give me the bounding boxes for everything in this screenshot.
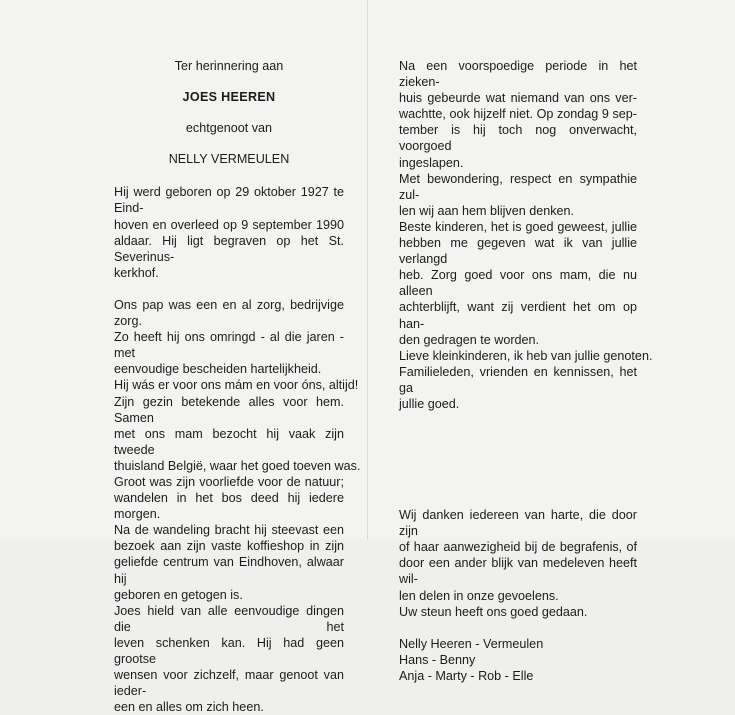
story-line: Ons pap was een en al zorg, bedrijvige zorg.	[114, 297, 344, 329]
story-line: Zijn gezin betekende alles voor hem. Samen	[114, 394, 344, 425]
farewell-line: tember is hij toch nog onverwacht, voorgoed	[399, 123, 637, 154]
farewell-line: wachtte, ook hijzelf niet. Op zondag 9 sep-	[399, 107, 637, 122]
thanks-line: of haar aanwezigheid bij de begrafenis, of	[399, 540, 637, 555]
story-line: wensen voor zichzelf, maar genoot van ieder-	[114, 668, 344, 699]
story-line: Na de wandeling bracht hij steevast een	[114, 523, 344, 538]
farewell-line: achterblijft, want zij verdient het om op han-	[399, 300, 637, 331]
farewell-line: Lieve kleinkinderen, ik heb van jullie genoten.	[399, 348, 653, 363]
story-line: geboren en getogen is.	[114, 587, 243, 602]
story-line: thuisland België, waar het goed toeven was.	[114, 458, 361, 473]
signature-line: Nelly Heeren - Vermeulen	[399, 636, 544, 651]
story-line: bezoek aan zijn vaste koffieshop in zijn	[114, 539, 344, 554]
thanks-paragraph	[399, 507, 637, 620]
story-paragraph	[114, 297, 361, 715]
farewell-line: heb. Zorg goed voor ons mam, die nu alleen	[399, 268, 637, 299]
farewell-line: hebben me gegeven wat ik van jullie verlangd	[399, 236, 637, 267]
bio-line: Hij werd geboren op 29 oktober 1927 te Eind-	[114, 185, 344, 216]
story-line: Zo heeft hij ons omringd - al die jaren - met	[114, 330, 344, 361]
story-line: geliefde centrum van Eindhoven, alwaar hij	[114, 555, 344, 586]
story-line: Joes hield van alle eenvoudige dingen die het	[114, 603, 344, 634]
bio-line: aldaar. Hij ligt begraven op het St. Severinus-	[114, 233, 344, 264]
left-page	[114, 58, 361, 715]
bio-line: kerkhof.	[114, 265, 159, 280]
deceased-name: JOES HEEREN	[182, 90, 276, 105]
thanks-line: Uw steun heeft ons goed gedaan.	[399, 604, 588, 619]
farewell-line: den gedragen te worden.	[399, 332, 540, 347]
farewell-line: len wij aan hem blijven denken.	[399, 203, 575, 218]
story-line: een en alles om zich heen.	[114, 700, 264, 715]
signature-line: Hans - Benny	[399, 652, 476, 667]
farewell-line: ingeslapen.	[399, 155, 464, 170]
thanks-line: len delen in onze gevoelens.	[399, 588, 559, 603]
farewell-line: huis gebeurde wat niemand van ons ver-	[399, 91, 637, 106]
thanks-line: door een ander blijk van medeleven heeft wil-	[399, 556, 637, 587]
farewell-line: Beste kinderen, het is goed geweest, jullie	[399, 219, 637, 234]
story-line: eenvoudige bescheiden hartelijkheid.	[114, 362, 322, 377]
signatures	[399, 636, 637, 684]
farewell-line: jullie goed.	[399, 396, 460, 411]
story-line: Groot was zijn voorliefde voor de natuur;	[114, 474, 344, 489]
thanks-line: Wij danken iedereen van harte, die door zijn	[399, 508, 637, 539]
story-line: wandelen in het bos deed hij iedere morgen.	[114, 491, 344, 522]
story-line: met ons mam bezocht hij vaak zijn tweede	[114, 426, 344, 457]
farewell-paragraph	[399, 58, 653, 412]
intro-text: Ter herinnering aan	[174, 59, 284, 73]
bio-paragraph	[114, 184, 344, 281]
story-line: Hij wás er voor ons mám en voor óns, altijd!	[114, 378, 359, 393]
right-page	[399, 58, 653, 684]
bio-line: hoven en overleed op 9 september 1990	[114, 217, 344, 232]
farewell-line: Met bewondering, respect en sympathie zul-	[399, 171, 637, 202]
signature-line: Anja - Marty - Rob - Elle	[399, 668, 534, 683]
fold-line	[367, 0, 368, 539]
story-line: leven schenken kan. Hij had geen grootse	[114, 635, 344, 666]
relation-text: echtgenoot van	[185, 121, 273, 136]
farewell-line: Na een voorspoedige periode in het zieken-	[399, 59, 637, 90]
spouse-name: NELLY VERMEULEN	[168, 152, 290, 167]
farewell-line: Familieleden, vrienden en kennissen, het ga	[399, 364, 637, 395]
